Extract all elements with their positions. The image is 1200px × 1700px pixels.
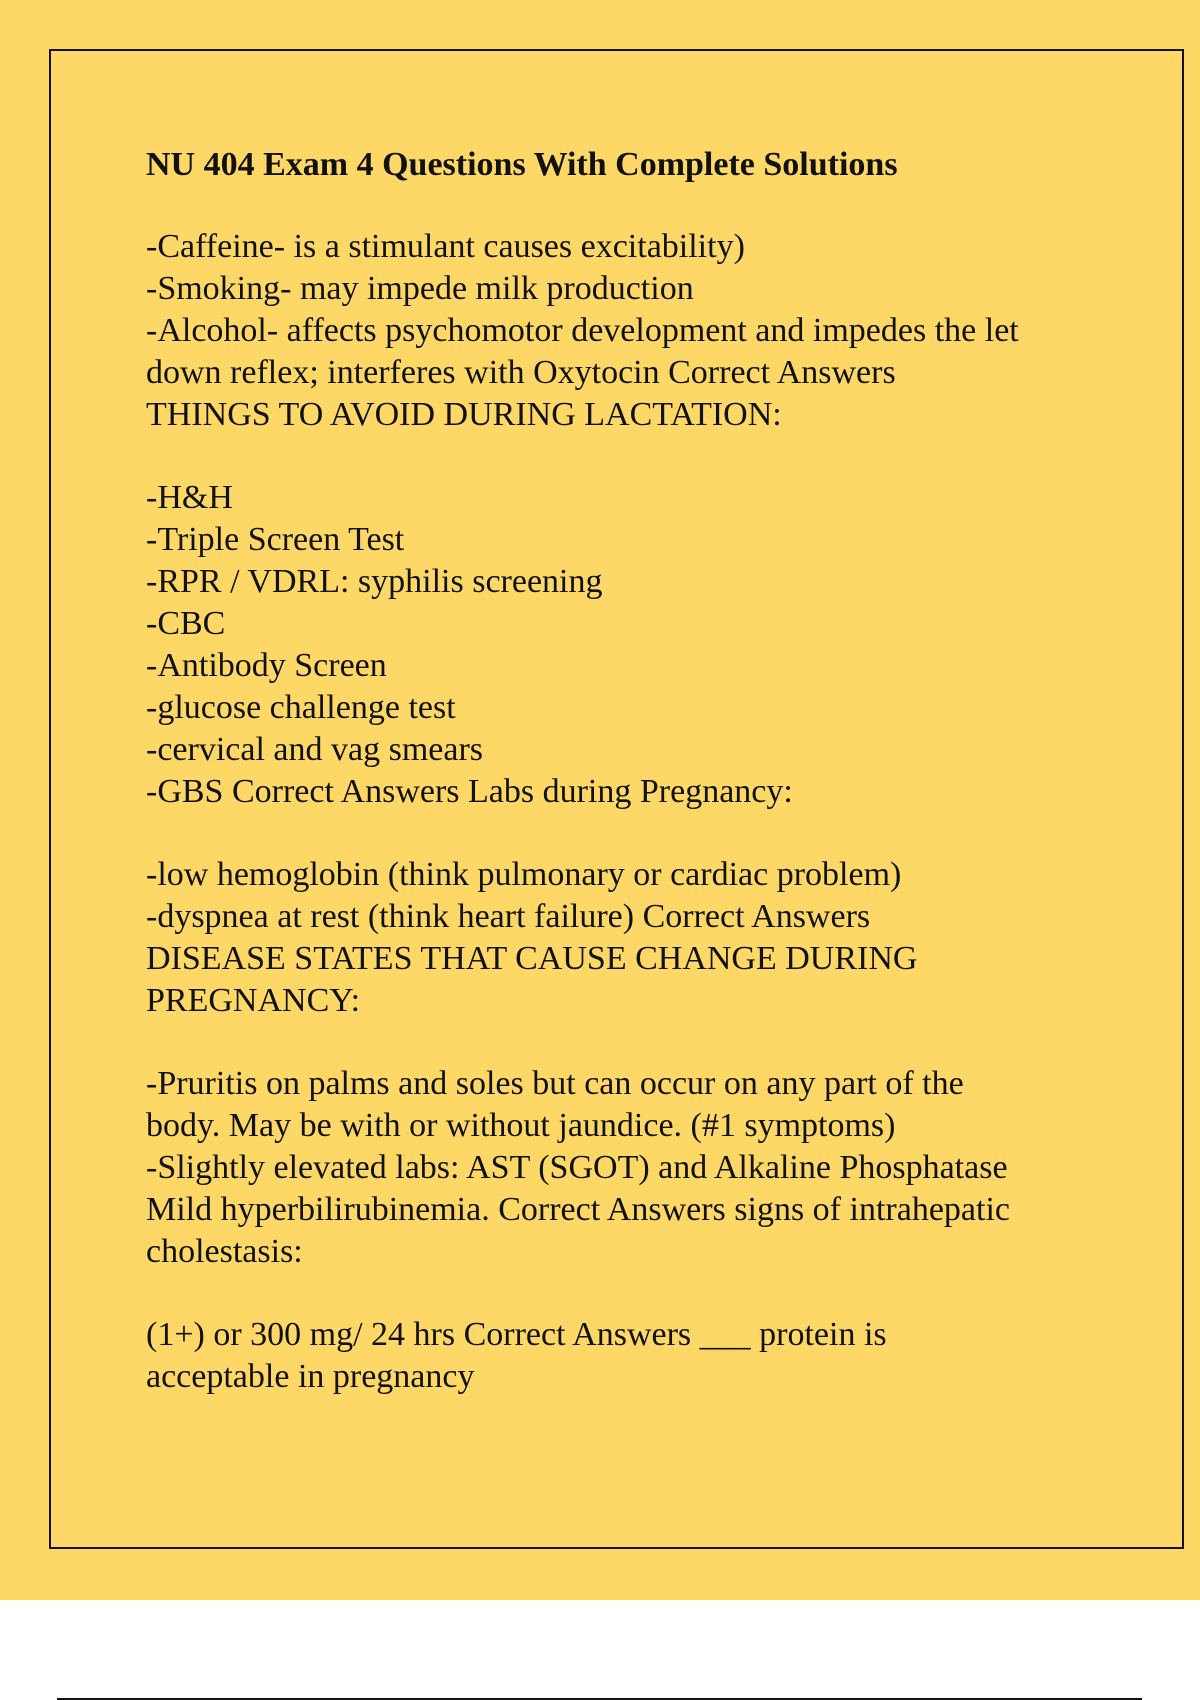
text-line: -Alcohol- affects psychomotor development and impedes the let [146,312,1019,349]
text-line: -Caffeine- is a stimulant causes excitability) [146,228,745,265]
text-line: -GBS Correct Answers Labs during Pregnancy: [146,773,793,810]
text-line: -H&H [146,479,233,516]
text-line: DISEASE STATES THAT CAUSE CHANGE DURING [146,940,918,977]
text-line: -low hemoglobin (think pulmonary or cardiac problem) [146,856,902,893]
text-line: Mild hyperbilirubinemia. Correct Answers signs of intrahepatic [146,1191,1010,1228]
qa-block-pregnancy-labs [146,477,1106,813]
text-line: body. May be with or without jaundice. (#1 symptoms) [146,1107,896,1144]
qa-block-disease-states [146,854,1106,1022]
text-line: -Slightly elevated labs: AST (SGOT) and Alkaline Phosphatase [146,1149,1008,1186]
text-line: -Smoking- may impede milk production [146,270,694,307]
text-line: PREGNANCY: [146,982,361,1019]
text-line: cholestasis: [146,1233,303,1270]
qa-block-cholestasis [146,1063,1106,1273]
document-content [146,144,1106,1439]
text-line: -Triple Screen Test [146,521,405,558]
text-line: -glucose challenge test [146,689,456,726]
text-line: -Pruritis on palms and soles but can occur on any part of the [146,1065,964,1102]
text-line: -dyspnea at rest (think heart failure) Correct Answers [146,898,871,935]
text-line: THINGS TO AVOID DURING LACTATION: [146,396,782,433]
text-line: down reflex; interferes with Oxytocin Correct Answers [146,354,896,391]
document-title: NU 404 Exam 4 Questions With Complete Solutions [146,146,898,183]
text-line: acceptable in pregnancy [146,1358,475,1395]
text-line: -CBC [146,605,226,642]
qa-block-lactation [146,226,1106,436]
qa-block-protein [146,1314,1106,1398]
text-line: -Antibody Screen [146,647,387,684]
text-line: -RPR / VDRL: syphilis screening [146,563,603,600]
text-line: (1+) or 300 mg/ 24 hrs Correct Answers ___ protein is [146,1316,887,1353]
text-line: -cervical and vag smears [146,731,483,768]
